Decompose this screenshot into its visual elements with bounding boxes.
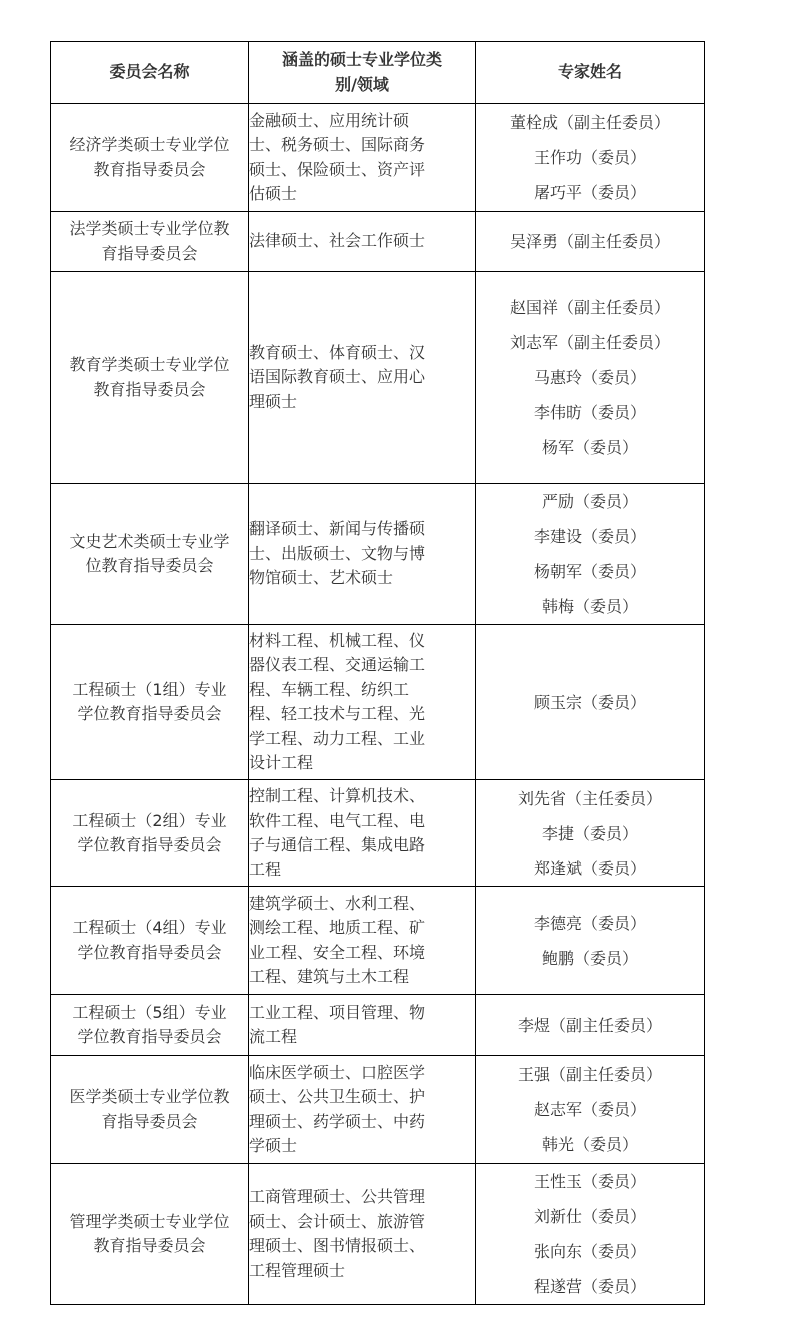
table-row xyxy=(51,484,705,625)
table-row xyxy=(51,887,705,995)
experts-cell-line: 李德亮（委员） xyxy=(533,913,646,933)
fields-cell-line: 工商管理硕士、公共管理 xyxy=(249,1187,426,1206)
fields-cell xyxy=(249,212,476,272)
committee-name-cell-line: 教育学类硕士专业学位 xyxy=(69,355,230,374)
committee-name-cell-line: 法学类硕士专业学位教 xyxy=(69,219,230,238)
header-line: 专家姓名 xyxy=(557,62,622,82)
fields-cell xyxy=(249,887,476,995)
fields-cell-line: 临床医学硕士、口腔医学 xyxy=(249,1062,426,1082)
committee-name-cell xyxy=(51,212,249,272)
committee-name-cell-line: 教育指导委员会 xyxy=(93,1236,206,1255)
experts-cell-line: 李建设（委员） xyxy=(533,527,646,546)
fields-cell-line: 工业工程、项目管理、物 xyxy=(249,1002,426,1022)
experts-cell-line: 王性玉（委员） xyxy=(533,1172,646,1191)
fields-cell-line: 硕士、公共卫生硕士、护 xyxy=(249,1087,426,1106)
committee-name-cell xyxy=(51,272,249,484)
fields-cell-line: 士、出版硕士、文物与博 xyxy=(249,543,426,563)
table-row xyxy=(51,212,705,272)
committee-name-cell-line: 学位教育指导委员会 xyxy=(77,942,222,962)
fields-cell-line: 软件工程、电气工程、电 xyxy=(249,810,426,830)
fields-cell-line: 测绘工程、地质工程、矿 xyxy=(249,918,426,937)
committee-name-cell-line: 工程硕士（1组）专业 xyxy=(72,679,227,699)
experts-cell-line: 马惠玲（委员） xyxy=(533,368,646,387)
committee-name-cell-line: 育指导委员会 xyxy=(101,243,198,263)
experts-cell-line: 刘先省（主任委员） xyxy=(517,788,662,808)
header-committee-name xyxy=(51,42,249,104)
experts-cell xyxy=(476,780,705,887)
fields-cell-line: 理硕士 xyxy=(249,391,298,411)
experts-cell xyxy=(476,272,705,484)
table-row xyxy=(51,995,705,1056)
committee-name-cell xyxy=(51,887,249,995)
fields-cell-line: 翻译硕士、新闻与传播硕 xyxy=(249,519,426,539)
experts-cell-line: 张向东（委员） xyxy=(533,1242,646,1261)
committee-name-cell xyxy=(51,625,249,780)
table-row xyxy=(51,1056,705,1164)
experts-cell xyxy=(476,1056,705,1164)
fields-cell-line: 工程管理硕士 xyxy=(249,1260,346,1280)
header-fields xyxy=(249,42,476,104)
fields-cell-line: 工程 xyxy=(249,859,282,879)
header-line: 涵盖的硕士专业学位类 xyxy=(281,50,442,69)
fields-cell-line: 器仪表工程、交通运输工 xyxy=(249,655,426,674)
fields-cell-line: 理硕士、药学硕士、中药 xyxy=(249,1111,426,1131)
fields-cell xyxy=(249,104,476,212)
committee-name-cell-line: 工程硕士（5组）专业 xyxy=(72,1002,227,1022)
table-row xyxy=(51,780,705,887)
committee-name-cell-line: 管理学类硕士专业学位 xyxy=(69,1211,230,1231)
fields-cell xyxy=(249,995,476,1056)
experts-cell-line: 王作功（委员） xyxy=(533,148,646,167)
experts-cell-line: 郑逢斌（委员） xyxy=(533,858,646,878)
experts-cell xyxy=(476,887,705,995)
fields-cell xyxy=(249,780,476,887)
committee-name-cell-line: 经济学类硕士专业学位 xyxy=(69,135,230,154)
experts-cell-line: 刘志军（副主任委员） xyxy=(509,333,670,352)
committee-name-cell xyxy=(51,780,249,887)
header-line: 委员会名称 xyxy=(109,62,190,82)
committee-name-cell-line: 学位教育指导委员会 xyxy=(77,835,222,854)
header-line: 别/领域 xyxy=(335,74,389,94)
experts-cell-line: 董栓成（副主任委员） xyxy=(509,113,670,132)
fields-cell xyxy=(249,484,476,625)
fields-cell-line: 工程、建筑与土木工程 xyxy=(249,967,410,986)
fields-cell-line: 设计工程 xyxy=(249,753,314,772)
experts-cell-line: 吴泽勇（副主任委员） xyxy=(509,232,670,251)
fields-cell-line: 理硕士、图书情报硕士、 xyxy=(249,1236,426,1255)
fields-cell-line: 估硕士 xyxy=(249,184,298,203)
fields-cell xyxy=(249,272,476,484)
table-row xyxy=(51,1164,705,1305)
experts-cell-line: 顾玉宗（委员） xyxy=(533,692,646,712)
experts-cell xyxy=(476,484,705,625)
fields-cell-line: 法律硕士、社会工作硕士 xyxy=(249,231,426,251)
fields-cell-line: 程、轻工技术与工程、光 xyxy=(249,704,426,723)
fields-cell xyxy=(249,1164,476,1305)
experts-cell-line: 李伟昉（委员） xyxy=(533,403,646,422)
committee-name-cell-line: 学位教育指导委员会 xyxy=(77,704,222,723)
experts-cell-line: 杨朝军（委员） xyxy=(533,562,646,581)
fields-cell-line: 业工程、安全工程、环境 xyxy=(249,942,426,962)
experts-cell-line: 王强（副主任委员） xyxy=(517,1065,662,1084)
fields-cell-line: 程、车辆工程、纺织工 xyxy=(249,679,410,699)
committee-name-cell xyxy=(51,484,249,625)
header-row xyxy=(51,42,705,104)
fields-cell-line: 学硕士 xyxy=(249,1136,298,1155)
fields-cell-line: 硕士、会计硕士、旅游管 xyxy=(249,1211,426,1231)
experts-cell xyxy=(476,104,705,212)
experts-cell-line: 李煜（副主任委员） xyxy=(517,1015,662,1035)
fields-cell-line: 建筑学硕士、水利工程、 xyxy=(249,893,426,913)
experts-cell-line: 韩光（委员） xyxy=(541,1135,638,1154)
committee-name-cell xyxy=(51,1164,249,1305)
committee-table xyxy=(50,41,705,1305)
experts-cell-line: 程遂营（委员） xyxy=(533,1277,646,1296)
committee-name-cell-line: 医学类硕士专业学位教 xyxy=(69,1087,230,1106)
experts-cell-line: 严励（委员） xyxy=(541,492,638,511)
experts-cell-line: 刘新仕（委员） xyxy=(533,1207,646,1226)
fields-cell-line: 语国际教育硕士、应用心 xyxy=(249,367,426,387)
committee-name-cell-line: 文史艺术类硕士专业学 xyxy=(69,531,230,551)
fields-cell-line: 教育硕士、体育硕士、汉 xyxy=(249,342,426,362)
fields-cell-line: 学工程、动力工程、工业 xyxy=(249,728,426,748)
committee-name-cell-line: 工程硕士（4组）专业 xyxy=(72,918,227,937)
experts-cell-line: 屠巧平（委员） xyxy=(533,183,646,202)
fields-cell-line: 硕士、保险硕士、资产评 xyxy=(249,159,426,179)
fields-cell xyxy=(249,625,476,780)
table-row xyxy=(51,104,705,212)
experts-cell-line: 赵志军（委员） xyxy=(533,1100,646,1119)
committee-name-cell-line: 教育指导委员会 xyxy=(93,379,206,399)
fields-cell-line: 子与通信工程、集成电路 xyxy=(249,835,426,854)
committee-name-cell xyxy=(51,995,249,1056)
fields-cell-line: 金融硕士、应用统计硕 xyxy=(249,110,410,130)
fields-cell-line: 流工程 xyxy=(249,1027,298,1046)
experts-cell xyxy=(476,995,705,1056)
experts-cell xyxy=(476,212,705,272)
table-row xyxy=(51,272,705,484)
committee-name-cell-line: 学位教育指导委员会 xyxy=(77,1027,222,1046)
fields-cell xyxy=(249,1056,476,1164)
committee-name-cell xyxy=(51,1056,249,1164)
experts-cell-line: 赵国祥（副主任委员） xyxy=(509,298,670,317)
committee-name-cell-line: 位教育指导委员会 xyxy=(85,556,214,575)
experts-cell-line: 李捷（委员） xyxy=(541,823,638,843)
table-row xyxy=(51,625,705,780)
experts-cell-line: 韩梅（委员） xyxy=(541,597,638,616)
committee-name-cell-line: 教育指导委员会 xyxy=(93,159,206,179)
committee-name-cell-line: 工程硕士（2组）专业 xyxy=(72,810,227,830)
fields-cell-line: 材料工程、机械工程、仪 xyxy=(249,630,426,650)
experts-cell-line: 杨军（委员） xyxy=(541,438,638,457)
experts-cell xyxy=(476,1164,705,1305)
committee-name-cell xyxy=(51,104,249,212)
committee-name-cell-line: 育指导委员会 xyxy=(101,1111,198,1131)
header-experts xyxy=(476,42,705,104)
experts-cell xyxy=(476,625,705,780)
experts-cell-line: 鲍鹏（委员） xyxy=(541,948,638,968)
fields-cell-line: 物馆硕士、艺术硕士 xyxy=(249,568,394,588)
fields-cell-line: 控制工程、计算机技术、 xyxy=(249,786,426,805)
fields-cell-line: 士、税务硕士、国际商务 xyxy=(249,135,426,154)
